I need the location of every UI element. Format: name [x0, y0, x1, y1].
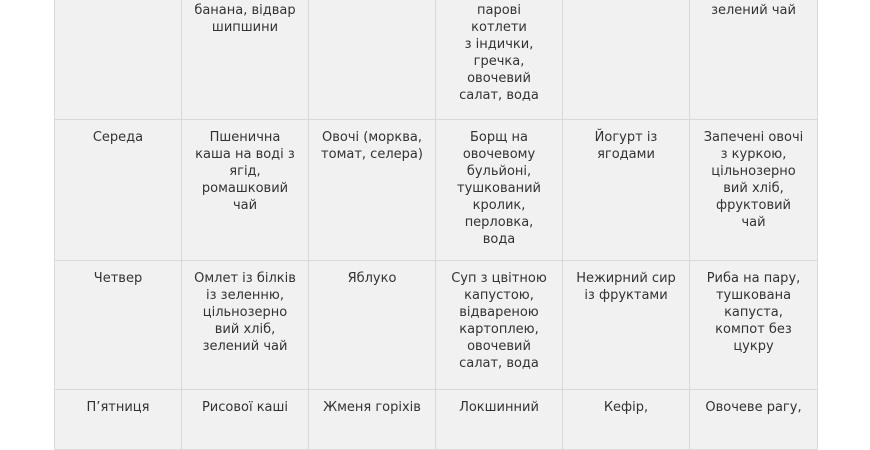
snack1-cell: Яблуко	[309, 261, 436, 390]
table-row	[55, 120, 818, 261]
table-row	[55, 261, 818, 390]
day-cell: П’ятниця	[55, 390, 182, 450]
breakfast-cell: Рисової каші	[182, 390, 309, 450]
breakfast-cell: банана, відвар шипшини	[182, 0, 309, 120]
lunch-cell: Борщ на овочевому бульйоні, тушкований кролик, перловка, вода	[436, 120, 563, 261]
snack2-cell	[563, 0, 690, 120]
dinner-cell: Риба на пару, тушкована капуста, компот без цукру	[690, 261, 818, 390]
dinner-cell: зелений чай	[690, 0, 818, 120]
snack2-cell: Нежирний сир із фруктами	[563, 261, 690, 390]
lunch-cell: Локшинний	[436, 390, 563, 450]
table-row	[55, 390, 818, 450]
snack1-cell	[309, 0, 436, 120]
breakfast-cell: Пшенична каша на воді з ягід, ромашковий чай	[182, 120, 309, 261]
lunch-cell: парові котлети з індички, гречка, овочевий салат, вода	[436, 0, 563, 120]
breakfast-cell: Омлет із білків із зеленню, цільнозерно вий хліб, зелений чай	[182, 261, 309, 390]
dinner-cell: Запечені овочі з куркою, цільнозерно вий хліб, фруктовий чай	[690, 120, 818, 261]
snack1-cell: Жменя горіхів	[309, 390, 436, 450]
table-row	[55, 0, 818, 120]
snack1-cell: Овочі (морква, томат, селера)	[309, 120, 436, 261]
day-cell: Середа	[55, 120, 182, 261]
weekly-menu-table	[54, 0, 818, 450]
lunch-cell: Суп з цвітною капустою, відвареною картоплею, овочевий салат, вода	[436, 261, 563, 390]
snack2-cell: Йогурт із ягодами	[563, 120, 690, 261]
day-cell	[55, 0, 182, 120]
day-cell: Четвер	[55, 261, 182, 390]
snack2-cell: Кефір,	[563, 390, 690, 450]
dinner-cell: Овочеве рагу,	[690, 390, 818, 450]
